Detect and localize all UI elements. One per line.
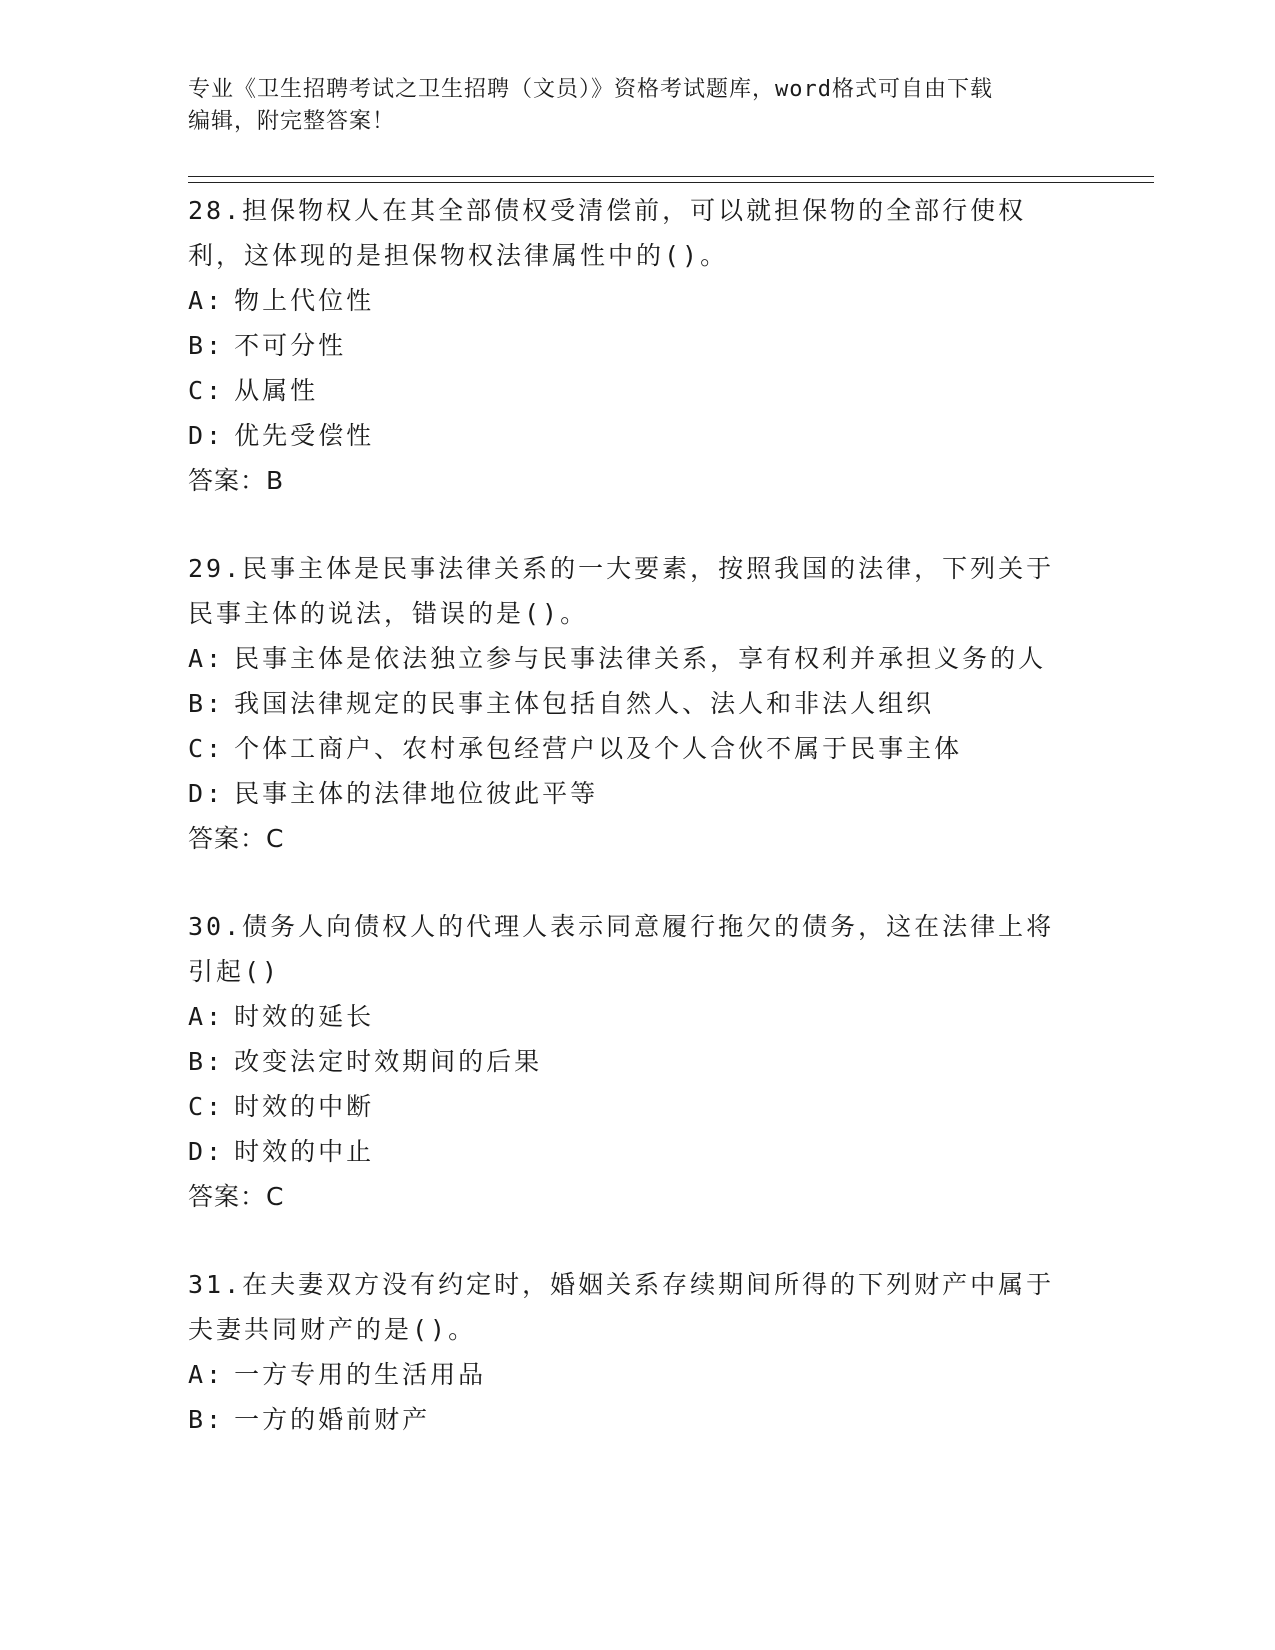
option-text: 我国法律规定的民事主体包括自然人、法人和非法人组织 — [234, 689, 935, 718]
option-c — [188, 726, 1088, 771]
question-30 — [188, 904, 1088, 1219]
question-list — [188, 188, 1088, 1442]
answer-label: 答案： — [188, 824, 267, 853]
question-number: 29. — [188, 554, 243, 583]
question-text: 担保物权人在其全部债权受清偿前，可以就担保物的全部行使权利，这体现的是担保物权法律属性中的()。 — [188, 196, 1027, 270]
option-letter: D: — [188, 779, 225, 808]
option-text: 优先受偿性 — [234, 421, 375, 450]
header-divider-bottom — [188, 182, 1154, 183]
option-a — [188, 278, 1088, 323]
option-text: 个体工商户、农村承包经营户以及个人合伙不属于民事主体 — [234, 734, 963, 763]
option-letter: B: — [188, 331, 225, 360]
option-d — [188, 413, 1088, 458]
option-d — [188, 771, 1088, 816]
header-line-1: 专业《卫生招聘考试之卫生招聘（文员）》资格考试题库，word格式可自由下载 — [188, 77, 993, 102]
option-text: 一方专用的生活用品 — [234, 1360, 487, 1389]
option-a — [188, 636, 1088, 681]
option-text: 民事主体的法律地位彼此平等 — [234, 779, 599, 808]
option-text: 从属性 — [234, 376, 319, 405]
option-text: 不可分性 — [234, 331, 347, 360]
option-b — [188, 1039, 1088, 1084]
answer-label: 答案： — [188, 466, 267, 495]
question-28 — [188, 188, 1088, 503]
answer-value: B — [266, 466, 285, 495]
answer-value: C — [266, 824, 285, 853]
question-stem — [188, 1262, 1078, 1352]
option-c — [188, 368, 1088, 413]
option-text: 物上代位性 — [234, 286, 375, 315]
option-letter: C: — [188, 376, 225, 405]
option-letter: D: — [188, 1137, 225, 1166]
option-text: 民事主体是依法独立参与民事法律关系，享有权利并承担义务的人 — [234, 644, 1047, 673]
question-29 — [188, 546, 1088, 861]
question-stem — [188, 904, 1078, 994]
option-text: 时效的延长 — [234, 1002, 375, 1031]
question-number: 30. — [188, 912, 243, 941]
option-text: 时效的中止 — [234, 1137, 375, 1166]
document-header — [188, 74, 1088, 138]
answer-label: 答案： — [188, 1182, 267, 1211]
answer-line — [188, 816, 1088, 861]
option-letter: C: — [188, 1092, 225, 1121]
header-divider-top — [188, 176, 1154, 177]
option-letter: A: — [188, 1002, 225, 1031]
question-number: 31. — [188, 1270, 243, 1299]
header-line-2: 编辑，附完整答案！ — [188, 109, 396, 134]
option-text: 改变法定时效期间的后果 — [234, 1047, 543, 1076]
option-c — [188, 1084, 1088, 1129]
option-a — [188, 1352, 1088, 1397]
option-b — [188, 323, 1088, 368]
question-stem — [188, 546, 1078, 636]
option-letter: D: — [188, 421, 225, 450]
option-a — [188, 994, 1088, 1039]
option-b — [188, 1397, 1088, 1442]
option-letter: B: — [188, 1047, 225, 1076]
option-letter: A: — [188, 644, 225, 673]
option-b — [188, 681, 1088, 726]
answer-value: C — [266, 1182, 285, 1211]
option-d — [188, 1129, 1088, 1174]
option-letter: C: — [188, 734, 225, 763]
question-31 — [188, 1262, 1088, 1442]
question-number: 28. — [188, 196, 243, 225]
question-text: 民事主体是民事法律关系的一大要素，按照我国的法律，下列关于民事主体的说法，错误的是()。 — [188, 554, 1055, 628]
option-letter: A: — [188, 1360, 225, 1389]
question-text: 债务人向债权人的代理人表示同意履行拖欠的债务，这在法律上将引起() — [188, 912, 1055, 986]
option-letter: A: — [188, 286, 225, 315]
option-text: 时效的中断 — [234, 1092, 375, 1121]
option-letter: B: — [188, 1405, 225, 1434]
answer-line — [188, 1174, 1088, 1219]
question-text: 在夫妻双方没有约定时，婚姻关系存续期间所得的下列财产中属于夫妻共同财产的是()。 — [188, 1270, 1055, 1344]
option-letter: B: — [188, 689, 225, 718]
answer-line — [188, 458, 1088, 503]
option-text: 一方的婚前财产 — [234, 1405, 431, 1434]
question-stem — [188, 188, 1078, 278]
